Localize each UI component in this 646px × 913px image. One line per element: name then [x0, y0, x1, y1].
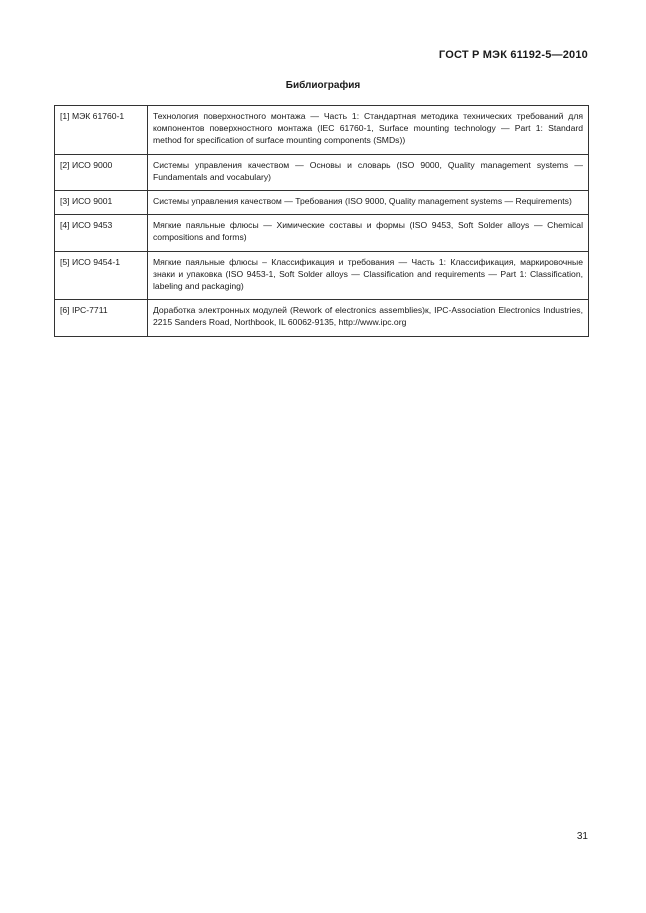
standard-header: ГОСТ Р МЭК 61192-5—2010	[438, 49, 588, 61]
bibliography-ref: [5] ИСО 9454-1	[55, 251, 148, 300]
bibliography-row	[55, 251, 589, 300]
bibliography-entry: Доработка электронных модулей (Rework of electronics assemblies)к, IPC-Association Electronics Industries, 2215 Sanders Road, Northbook, IL 60062-9135, http://www.ipc.org	[148, 300, 589, 336]
bibliography-entry: Технология поверхностного монтажа — Часть 1: Стандартная методика технических требований для компонентов поверхностного монтажа (IEC 61760-1, Surface mounting technology — Part 1: Standard method for specification of surface mounting components (SMDs))	[148, 106, 589, 155]
bibliography-ref: [1] МЭК 61760-1	[55, 106, 148, 155]
bibliography-row	[55, 191, 589, 215]
bibliography-ref: [6] IPC-7711	[55, 300, 148, 336]
page-number: 31	[576, 831, 588, 842]
bibliography-row	[55, 106, 589, 155]
bibliography-entry: Мягкие паяльные флюсы — Химические составы и формы (ISO 9453, Soft Solder alloys — Chemical compositions and forms)	[148, 215, 589, 251]
bibliography-table	[54, 105, 589, 337]
bibliography-entry: Системы управления качеством — Требования (ISO 9000, Quality management systems — Requirements)	[148, 191, 589, 215]
bibliography-ref: [3] ИСО 9001	[55, 191, 148, 215]
bibliography-row	[55, 154, 589, 190]
bibliography-ref: [2] ИСО 9000	[55, 154, 148, 190]
bibliography-entry: Мягкие паяльные флюсы – Классификация и требования — Часть 1: Классификация, маркировочные знаки и упаковка (ISO 9453-1, Soft Solder alloys — Classification and requirements — Part 1: Classification, labeling and packaging)	[148, 251, 589, 300]
bibliography-row	[55, 300, 589, 336]
bibliography-row	[55, 215, 589, 251]
bibliography-ref: [4] ИСО 9453	[55, 215, 148, 251]
section-title: Библиография	[285, 80, 361, 91]
bibliography-entry: Системы управления качеством — Основы и словарь (ISO 9000, Quality management systems — Fundamentals and vocabulary)	[148, 154, 589, 190]
